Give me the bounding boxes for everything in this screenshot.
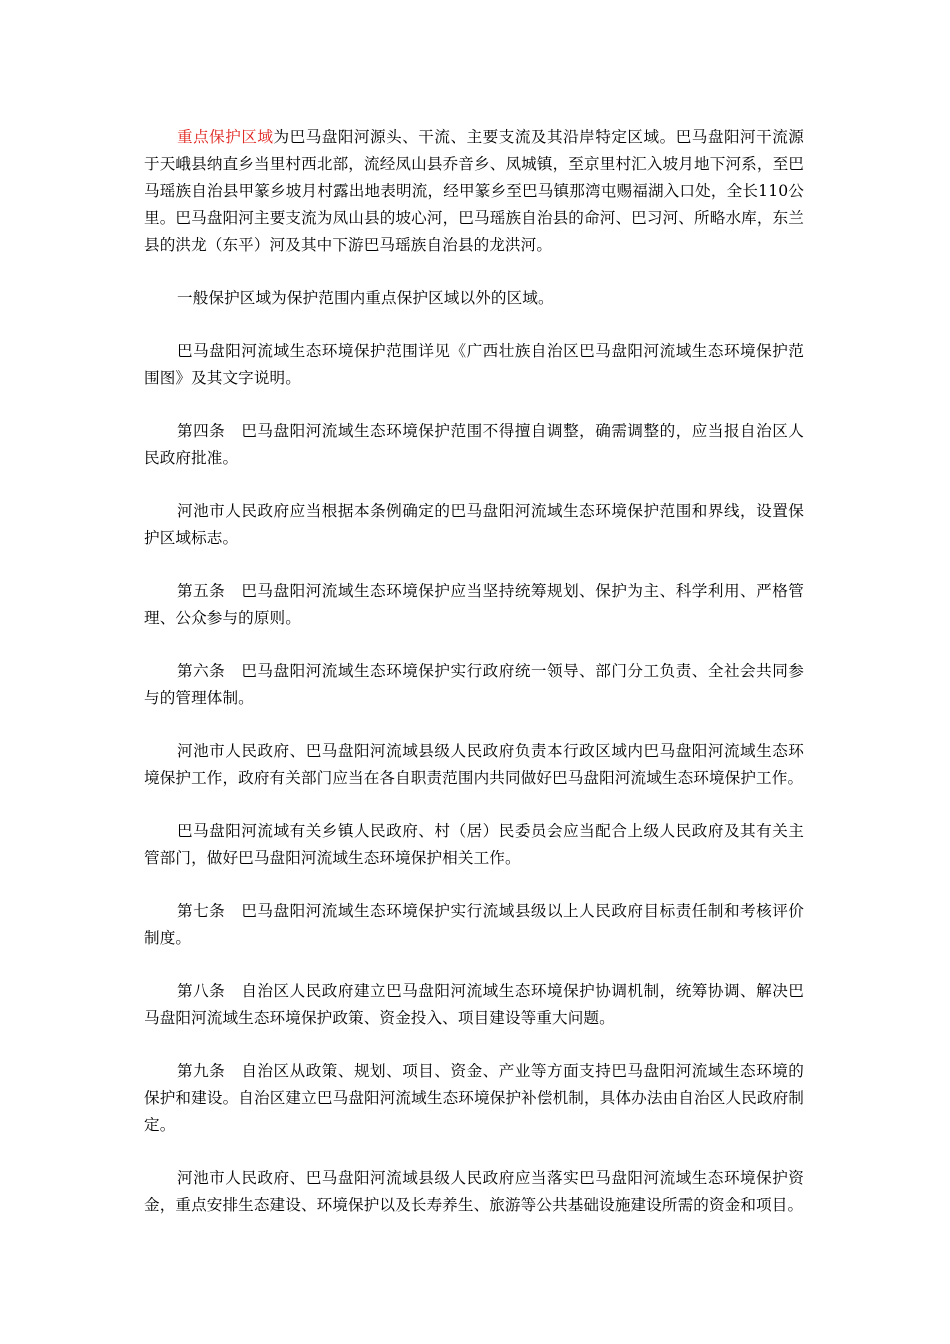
article-6: 第六条 巴马盘阳河流域生态环境保护实行政府统一领导、部门分工负责、全社会共同参与的管理体制。 [144,662,804,707]
article-5: 第五条 巴马盘阳河流域生态环境保护应当坚持统筹规划、保护为主、科学利用、严格管理、公众参与的原则。 [144,582,804,627]
document-page [144,124,804,1245]
paragraph-2: 一般保护区域为保护范围内重点保护区域以外的区域。 [177,289,554,307]
paragraph-1 [144,124,804,259]
article-7: 第七条 巴马盘阳河流域生态环境保护实行流域县级以上人民政府目标责任制和考核评价制度。 [144,902,804,947]
highlighted-term: 重点保护区域 [177,128,274,146]
article-8: 第八条 自治区人民政府建立巴马盘阳河流域生态环境保护协调机制，统筹协调、解决巴马盘阳河流域生态环境保护政策、资金投入、项目建设等重大问题。 [144,982,804,1027]
paragraph-13: 河池市人民政府、巴马盘阳河流域县级人民政府应当落实巴马盘阳河流域生态环境保护资金，重点安排生态建设、环境保护以及长寿养生、旅游等公共基础设施建设所需的资金和项目。 [144,1169,804,1214]
article-9: 第九条 自治区从政策、规划、项目、资金、产业等方面支持巴马盘阳河流域生态环境的保护和建设。自治区建立巴马盘阳河流域生态环境保护补偿机制，具体办法由自治区人民政府制定。 [144,1062,804,1134]
paragraph-8: 河池市人民政府、巴马盘阳河流域县级人民政府负责本行政区域内巴马盘阳河流域生态环境保护工作，政府有关部门应当在各自职责范围内共同做好巴马盘阳河流域生态环境保护工作。 [144,742,804,787]
paragraph-3: 巴马盘阳河流域生态环境保护范围详见《广西壮族自治区巴马盘阳河流域生态环境保护范围图》及其文字说明。 [144,342,804,387]
article-4: 第四条 巴马盘阳河流域生态环境保护范围不得擅自调整，确需调整的，应当报自治区人民政府批准。 [144,422,804,467]
paragraph-5: 河池市人民政府应当根据本条例确定的巴马盘阳河流域生态环境保护范围和界线，设置保护区域标志。 [144,502,804,547]
paragraph-9: 巴马盘阳河流域有关乡镇人民政府、村（居）民委员会应当配合上级人民政府及其有关主管部门，做好巴马盘阳河流域生态环境保护相关工作。 [144,822,804,867]
paragraph-text: 为巴马盘阳河源头、干流、主要支流及其沿岸特定区域。巴马盘阳河干流源于天峨县纳直乡当里村西北部，流经凤山县乔音乡、凤城镇，至京里村汇入坡月地下河系，至巴马瑶族自治县甲篆乡坡月村露出地表明流，经甲篆乡至巴马镇那湾屯赐福湖入口处，全长110公里。巴马盘阳河主要支流为凤山县的坡心河，巴马瑶族自治县的命河、巴习河、所略水库，东兰县的洪龙（东平）河及其中下游巴马瑶族自治县的龙洪河。 [144,128,804,254]
